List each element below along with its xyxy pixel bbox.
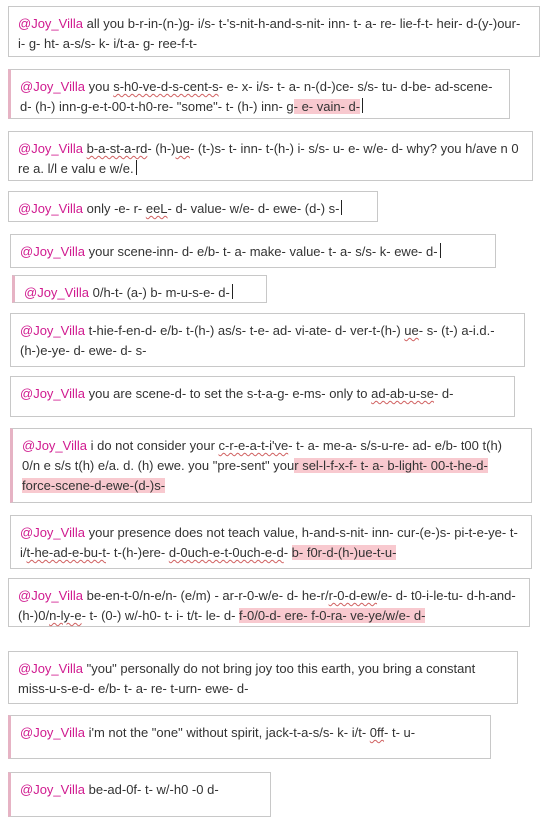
comment-box[interactable]	[10, 515, 532, 569]
comment-text: your presence does not teach value, h-and-s-nit- inn- cur-(e-)s- pi-t-e-ye- t- i/	[20, 525, 518, 560]
comment-text: be-en-t-0/n-e/n- (e/m) - ar-r-0-w/e- d- he-r/	[83, 588, 329, 603]
comment-text: only -e- r-	[83, 201, 146, 216]
highlighted-text: r sel-l-f-x-f- t- a- b-light- 00-t-he-d- force-scene-d-ewe-(d-)s-	[22, 458, 488, 493]
misspelled-text: d-0uch-e-t-0uch-e-d	[168, 545, 284, 560]
comment-text: your scene-inn- d- e/b- t- a- make- value- t- a- s/s- k- ewe- d-	[85, 244, 438, 259]
mention-tag[interactable]: @Joy_Villa	[20, 386, 85, 401]
comment-text: - t-(h-)ere-	[105, 545, 169, 560]
misspelled-text: n-ly-e	[49, 608, 82, 623]
mention-tag[interactable]: @Joy_Villa	[20, 725, 85, 740]
mention-tag[interactable]: @Joy_Villa	[20, 244, 85, 259]
misspelled-text: r-0-d-ew	[328, 588, 378, 603]
misspelled-text: t-he-ad-e-bu-t	[26, 545, 106, 560]
mention-tag[interactable]: @Joy_Villa	[20, 79, 85, 94]
comment-text: - s- (t-) a-i.d.- (h-)e-ye- d- ewe- d- s-	[20, 323, 495, 358]
comment-text: - (h-)	[147, 141, 176, 156]
misspelled-text: b-a-st-a-rd	[86, 141, 148, 156]
comment-text: - t- (0-) w/-h0- t- i- t/t- le- d-	[81, 608, 240, 623]
text-cursor	[362, 98, 363, 113]
mention-tag[interactable]: @Joy_Villa	[18, 201, 83, 216]
mention-tag[interactable]: @Joy_Villa	[18, 16, 83, 31]
comment-text: "you" personally do not bring joy too this earth, you bring a constant miss-u-s-e-d- e/b- t- a- re- t-urn- ewe- d-	[18, 661, 476, 696]
mention-tag[interactable]: @Joy_Villa	[24, 285, 89, 300]
comment-text: - d- value- w/e- d- ewe- (d-) s-	[167, 201, 340, 216]
comment-box[interactable]	[10, 428, 532, 503]
comment-text: be-ad-0f- t- w/-h0 -0 d-	[85, 782, 219, 797]
comment-box[interactable]	[10, 313, 525, 367]
comment-text: all you b-r-in-(n-)g- i/s- t-'s-nit-h-and-s-nit- inn- t- a- re- lie-f-t- heir- d-(y-)our- i- g- ht- a-s/s- k- i/t-a- g- ree-f-t-	[18, 16, 521, 51]
comment-text: you	[85, 79, 114, 94]
text-cursor	[440, 243, 441, 258]
comment-text: 0/h-t- (a-) b- m-u-s-e- d-	[89, 285, 230, 300]
comment-box[interactable]	[8, 131, 533, 181]
mention-tag[interactable]: @Joy_Villa	[18, 141, 83, 156]
text-cursor	[341, 200, 342, 215]
mention-tag[interactable]: @Joy_Villa	[18, 661, 83, 676]
comment-box[interactable]	[8, 772, 271, 817]
comment-box[interactable]	[8, 578, 530, 627]
misspelled-text: c-r-e-a-t-i've	[218, 438, 289, 453]
highlighted-text: f-0/0-d- ere- f-0-ra- ve-ye/w/e- d-	[239, 608, 426, 623]
comment-text: - t- a- me-a- s/s-u-re- ad- e/b- t00 t(h) 0/n e s/s t(h) e/a. d. (h) ewe. you "pre-sent" you	[22, 438, 503, 473]
mention-tag[interactable]: @Joy_Villa	[18, 588, 83, 603]
comment-box[interactable]	[12, 275, 267, 303]
comment-text: you are scene-d- to set the s-t-a-g- e-ms- only to	[85, 386, 372, 401]
misspelled-text: ue	[175, 141, 190, 156]
mention-tag[interactable]: @Joy_Villa	[20, 525, 85, 540]
misspelled-text: eeL	[145, 201, 168, 216]
highlighted-text: - e- vain- d-	[293, 99, 361, 114]
comment-text: t-hie-f-en-d- e/b- t-(h-) as/s- t-e- ad- vi-ate- d- ver-t-(h-)	[85, 323, 405, 338]
comment-text: -	[283, 545, 292, 560]
misspelled-text: s-h0-ve-d-s-cent-s	[113, 79, 219, 94]
text-cursor	[232, 284, 233, 299]
comment-box[interactable]	[8, 651, 518, 704]
misspelled-text: 0ff	[369, 725, 385, 740]
comment-text: /e- d- t0-i-le-tu- d-h-and- (h-)0/	[18, 588, 516, 623]
comment-text: i'm not the "one" without spirit, jack-t-a-s/s- k- i/t-	[85, 725, 370, 740]
mention-tag[interactable]: @Joy_Villa	[20, 782, 85, 797]
comment-box[interactable]	[10, 376, 515, 417]
comment-box[interactable]	[8, 69, 510, 119]
mention-tag[interactable]: @Joy_Villa	[22, 438, 87, 453]
comment-text: - d-	[433, 386, 454, 401]
comment-box[interactable]	[8, 6, 540, 57]
highlighted-text: b- f0r-d-(h-)ue-t-u-	[291, 545, 397, 560]
misspelled-text: ad-ab-u-se	[371, 386, 434, 401]
misspelled-text: ue	[404, 323, 419, 338]
text-cursor	[136, 160, 137, 175]
comment-text: - e- x- i/s- t- a- n-(d-)ce- s/s- tu- d-be- ad-scene- d- (h-) inn-g-e-t-00-t-h0-re- "some"- t- (h-) inn- g	[20, 79, 493, 114]
comment-box[interactable]	[10, 234, 496, 268]
mention-tag[interactable]: @Joy_Villa	[20, 323, 85, 338]
comment-text: - t- u-	[384, 725, 416, 740]
comment-text: - (t-)s- t- inn- t-(h-) i- s/s- u- e- w/e- d- why? you h/ave n 0 re a. l/l e valu e w/e.	[18, 141, 519, 176]
comment-box[interactable]	[8, 715, 491, 759]
comment-box[interactable]	[8, 191, 378, 222]
comment-text: i do not consider your	[87, 438, 219, 453]
